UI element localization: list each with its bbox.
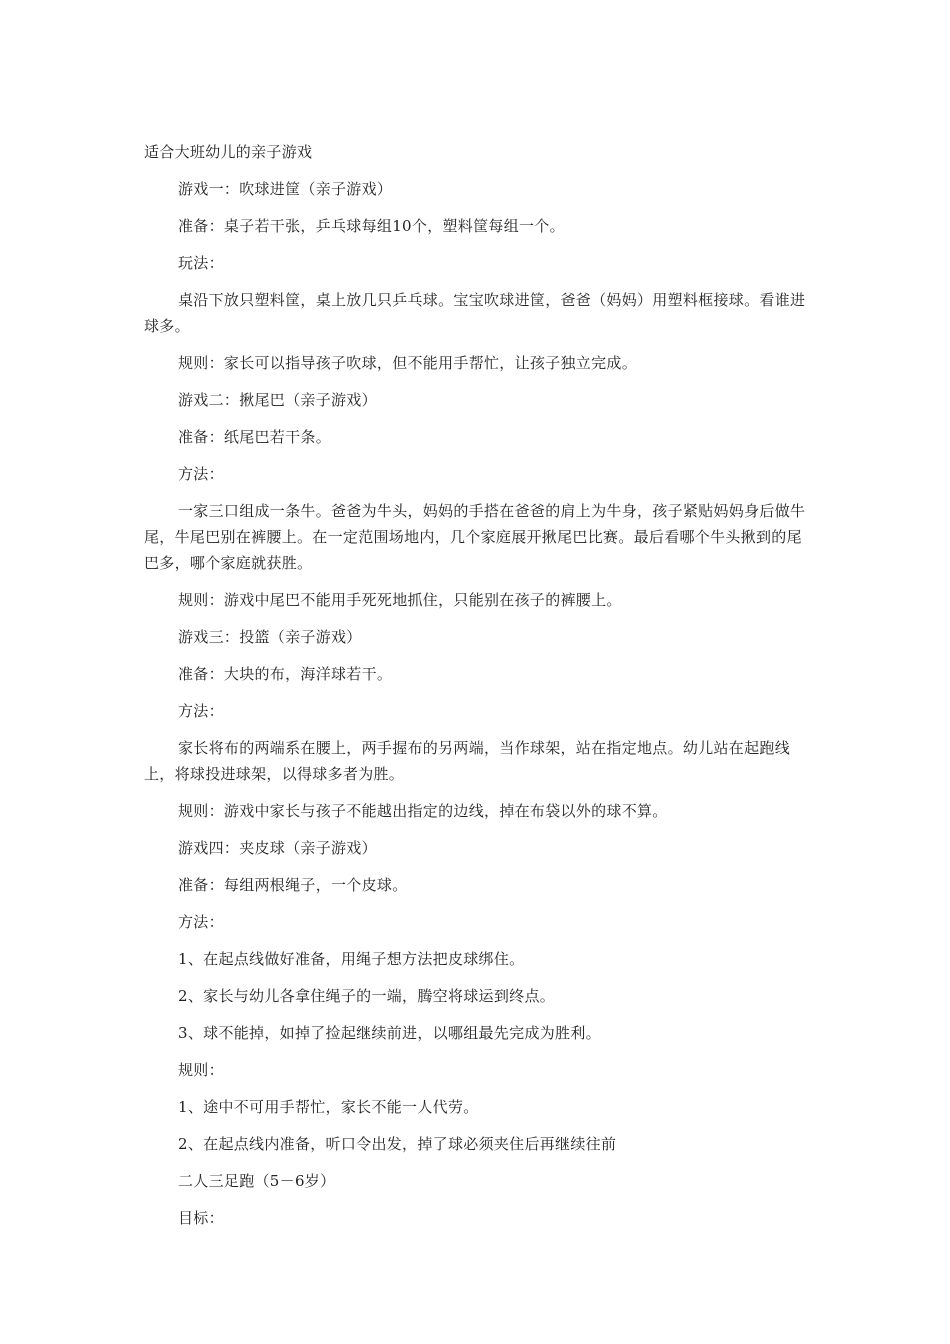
- game3-method-label: 方法：: [178, 702, 224, 720]
- game4-rule-2: 2、在起点线内准备，听口令出发，掉了球必须夹住后再继续往前: [178, 1135, 617, 1153]
- game2-method-label: 方法：: [178, 465, 224, 483]
- game4-method-step-3: 3、球不能掉，如掉了捡起继续前进，以哪组最先完成为胜利。: [178, 1024, 601, 1042]
- game3-method-text: 家长将布的两端系在腰上，两手握布的另两端，当作球架，站在指定地点。幼儿站在起跑线上，将球投进球架，以得球多者为胜。: [144, 739, 791, 783]
- game1-play-label: 玩法：: [178, 254, 224, 272]
- game4-rule-1: 1、途中不可用手帮忙，家长不能一人代劳。: [178, 1098, 479, 1116]
- game3-heading: 游戏三：投篮（亲子游戏）: [178, 628, 362, 646]
- game3-rules: 规则：游戏中家长与孩子不能越出指定的边线，掉在布袋以外的球不算。: [178, 802, 668, 820]
- game3-preparation: 准备：大块的布，海洋球若干。: [178, 665, 393, 683]
- game4-method-label: 方法：: [178, 913, 224, 931]
- game2-rules: 规则：游戏中尾巴不能用手死死地抓住，只能别在孩子的裤腰上。: [178, 591, 622, 609]
- game4-method-step-2: 2、家长与幼儿各拿住绳子的一端，腾空将球运到终点。: [178, 987, 556, 1005]
- game4-rules-label: 规则：: [178, 1061, 224, 1079]
- game4-method-step-1: 1、在起点线做好准备，用绳子想方法把皮球绑住。: [178, 950, 525, 968]
- game5-goal-label: 目标：: [178, 1209, 224, 1227]
- game1-preparation: 准备：桌子若干张，乒乓球每组10个，塑料筐每组一个。: [178, 217, 565, 235]
- game4-heading: 游戏四：夹皮球（亲子游戏）: [178, 839, 377, 857]
- game4-preparation: 准备：每组两根绳子，一个皮球。: [178, 876, 408, 894]
- game2-heading: 游戏二：揪尾巴（亲子游戏）: [178, 391, 377, 409]
- game2-method-text: 一家三口组成一条牛。爸爸为牛头，妈妈的手搭在爸爸的肩上为牛身，孩子紧贴妈妈身后做牛尾，牛尾巴别在裤腰上。在一定范围场地内，几个家庭展开揪尾巴比赛。最后看哪个牛头揪到的尾巴多，哪个家庭就获胜。: [144, 502, 806, 572]
- document-title: 适合大班幼儿的亲子游戏: [144, 143, 313, 161]
- game1-rules: 规则：家长可以指导孩子吹球，但不能用手帮忙，让孩子独立完成。: [178, 354, 638, 372]
- game1-heading: 游戏一：吹球进筐（亲子游戏）: [178, 180, 393, 198]
- document-body: [144, 139, 808, 1242]
- game1-play-text: 桌沿下放只塑料筐，桌上放几只乒乓球。宝宝吹球进筐，爸爸（妈妈）用塑料框接球。看谁进球多。: [144, 291, 806, 335]
- game5-heading: 二人三足跑（5－6岁）: [178, 1172, 336, 1190]
- game2-preparation: 准备：纸尾巴若干条。: [178, 428, 332, 446]
